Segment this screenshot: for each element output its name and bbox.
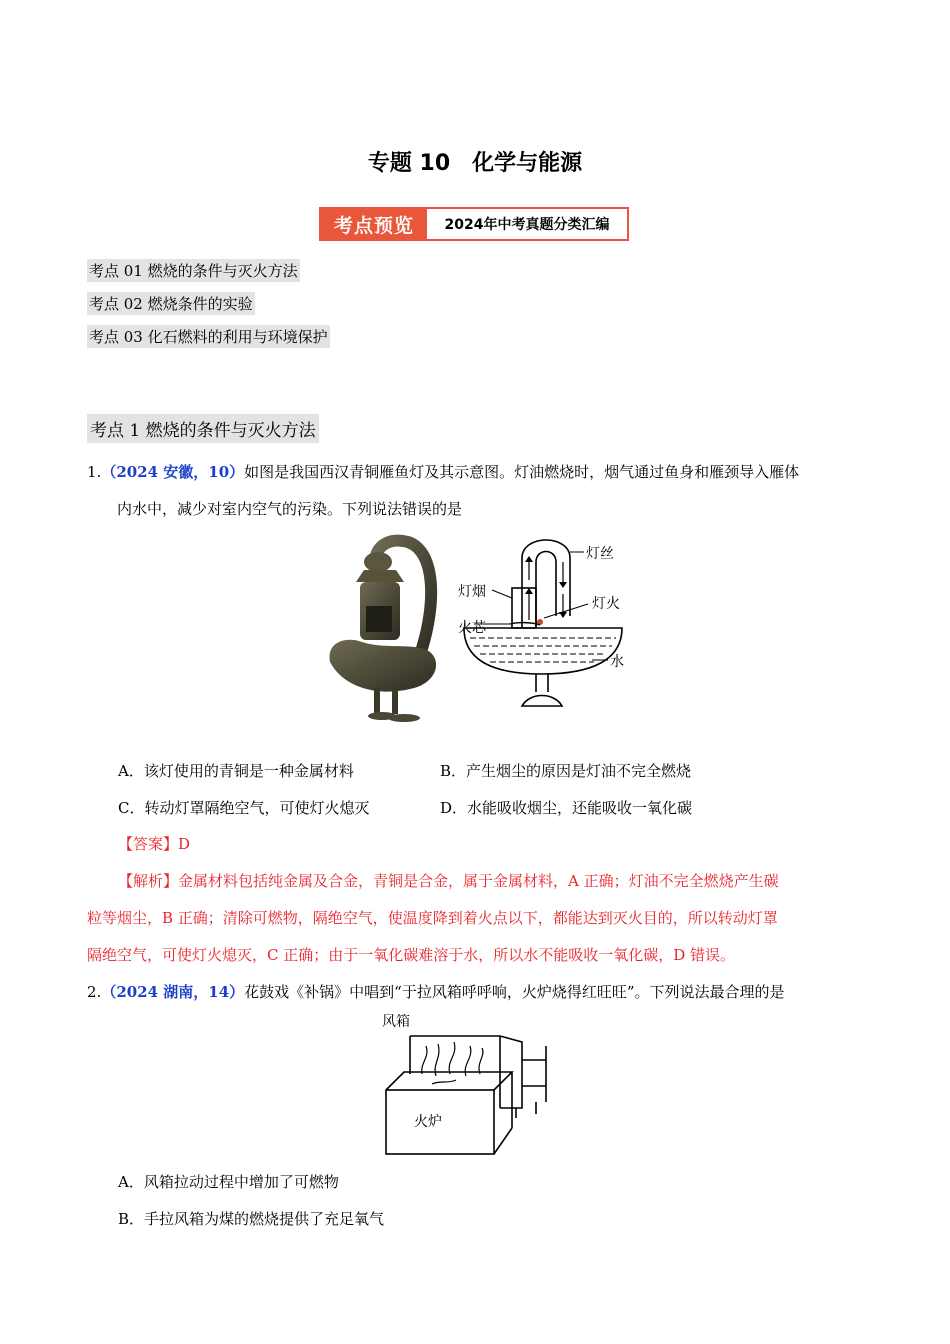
label-smoke: 灯烟 [458,584,486,600]
q2-option-a[interactable]: A．风箱拉动过程中增加了可燃物 [118,1173,339,1191]
lamp-schematic-diagram [452,532,652,714]
label-water: 水 [610,654,624,670]
q2-stem-text: 花鼓戏《补锅》中唱到“于拉风箱呼呼响，火炉烧得红旺旺”。下列说法最合理的是 [244,983,785,1001]
toc-item-1[interactable]: 考点 01 燃烧的条件与灭火方法 [87,259,300,282]
page-title: 专题 10 化学与能源 [367,151,583,176]
q1-stem-line2: 内水中，减少对室内空气的污染。下列说法错误的是 [117,500,463,518]
q2-number: 2. [87,983,102,1001]
q1-stem: 如图是我国西汉青铜雁鱼灯及其示意图。灯油燃烧时，烟气通过鱼身和雁颈导入雁体 [244,463,800,481]
q2-option-b[interactable]: B．手拉风箱为煤的燃烧提供了充足氧气 [118,1210,385,1228]
q1-analysis-line3: 隔绝空气，可使灯火熄灭，C 正确；由于一氧化碳难溶于水，所以水不能吸收一氧化碳，D 错误。 [87,946,736,964]
q1-option-c[interactable]: C．转动灯罩隔绝空气，可使灯火熄灭 [118,799,370,817]
q1-stem-line1 [87,454,799,490]
toc-item-3[interactable]: 考点 03 化石燃料的利用与环境保护 [87,325,330,348]
q1-option-d[interactable]: D．水能吸收烟尘，还能吸收一氧化碳 [440,799,693,817]
banner-left-label: 考点预览 [321,209,427,239]
label-core: 火芯 [458,620,486,636]
q1-analysis-line1 [118,863,779,899]
label-bellows: 风箱 [382,1014,410,1030]
label-flame: 灯火 [592,596,620,612]
q1-analysis-text: 金属材料包括纯金属及合金，青铜是合金，属于金属材料，A 正确；灯油不完全燃烧产生碳 [178,872,779,890]
toc-item-2[interactable]: 考点 02 燃烧条件的实验 [87,292,255,315]
preview-banner [319,207,629,241]
q1-answer: 【答案】D [118,835,191,853]
banner-right-label: 2024年中考真题分类汇编 [444,217,610,233]
label-furnace: 火炉 [414,1114,442,1130]
label-wick-silk: 灯丝 [586,546,614,562]
bronze-goose-lamp-image [326,532,446,724]
q1-option-b[interactable]: B．产生烟尘的原因是灯油不完全燃烧 [440,762,692,780]
bellows-furnace-diagram [376,1010,576,1160]
q1-analysis-line2: 粒等烟尘，B 正确；清除可燃物，隔绝空气，使温度降到着火点以下，都能达到灭火目的，所以转动灯罩 [87,909,778,927]
q2-source: （2024 湖南，14） [101,983,245,1001]
q1-option-a[interactable]: A．该灯使用的青铜是一种金属材料 [118,762,354,780]
q1-analysis-label: 【解析】 [118,872,179,890]
q1-number: 1. [87,463,102,481]
q2-stem [87,974,785,1010]
q1-source: （2024 安徽，10） [101,463,245,481]
section-heading: 考点 1 燃烧的条件与灭火方法 [87,414,319,443]
